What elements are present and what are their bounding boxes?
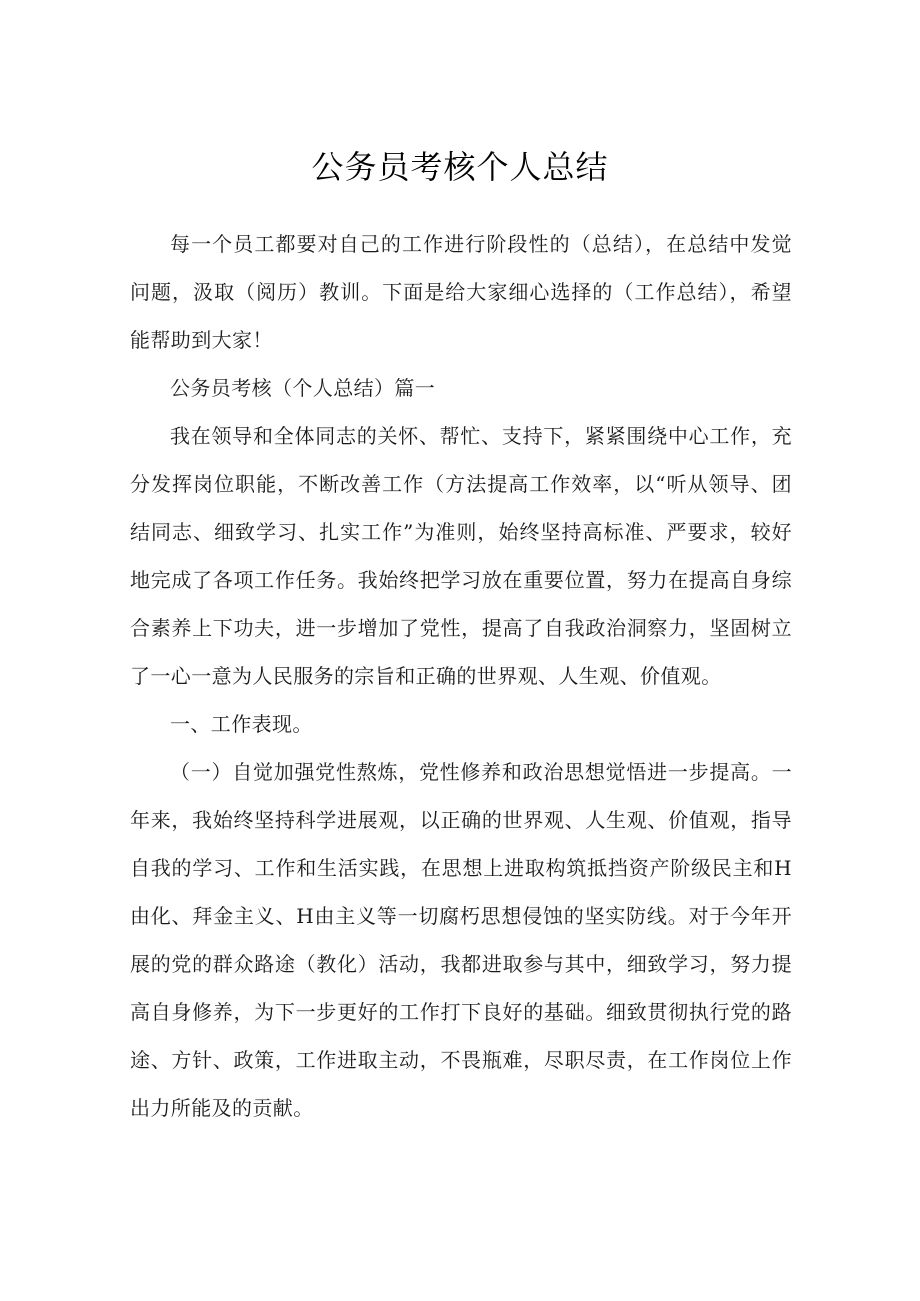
section-heading-part-one: 公务员考核（个人总结）篇一 xyxy=(170,376,436,400)
document-title: 公务员考核个人总结 xyxy=(311,148,609,186)
body-paragraph-1: 我在领导和全体同志的关怀、帮忙、支持下，紧紧围绕中心工作，充分发挥岗位职能，不断改善工作（方法提高工作效率，以“听从领导、团结同志、细致学习、扎实工作”为准则，始终坚持高标准、严要求，较好地完成了各项工作任务。我始终把学习放在重要位置，努力在提高自身综合素养上下功夫，进一步增加了党性，提高了自我政治洞察力，坚固树立了一心一意为人民服务的宗旨和正确的世界观、人生观、价值观。 xyxy=(130,424,792,688)
section-heading-work-performance: 一、工作表现。 xyxy=(170,712,313,736)
intro-paragraph: 每一个员工都要对自己的工作进行阶段性的（总结），在总结中发觉问题，汲取（阅历）教训。下面是给大家细心选择的（工作总结），希望能帮助到大家！ xyxy=(130,232,792,352)
document-body xyxy=(130,220,792,1132)
body-paragraph-2: （一）自觉加强党性熬炼，党性修养和政治思想觉悟进一步提高。一年来，我始终坚持科学进展观，以正确的世界观、人生观、价值观，指导自我的学习、工作和生活实践，在思想上进取构筑抵挡资产阶级民主和H由化、拜金主义、H由主义等一切腐朽思想侵蚀的坚实防线。对于今年开展的党的群众路途（教化）活动，我都进取参与其中，细致学习，努力提高自身修养，为下一步更好的工作打下良好的基础。细致贯彻执行党的路途、方针、政策，工作进取主动，不畏瓶难，尽职尽责，在工作岗位上作出力所能及的贡献。 xyxy=(130,760,792,1120)
